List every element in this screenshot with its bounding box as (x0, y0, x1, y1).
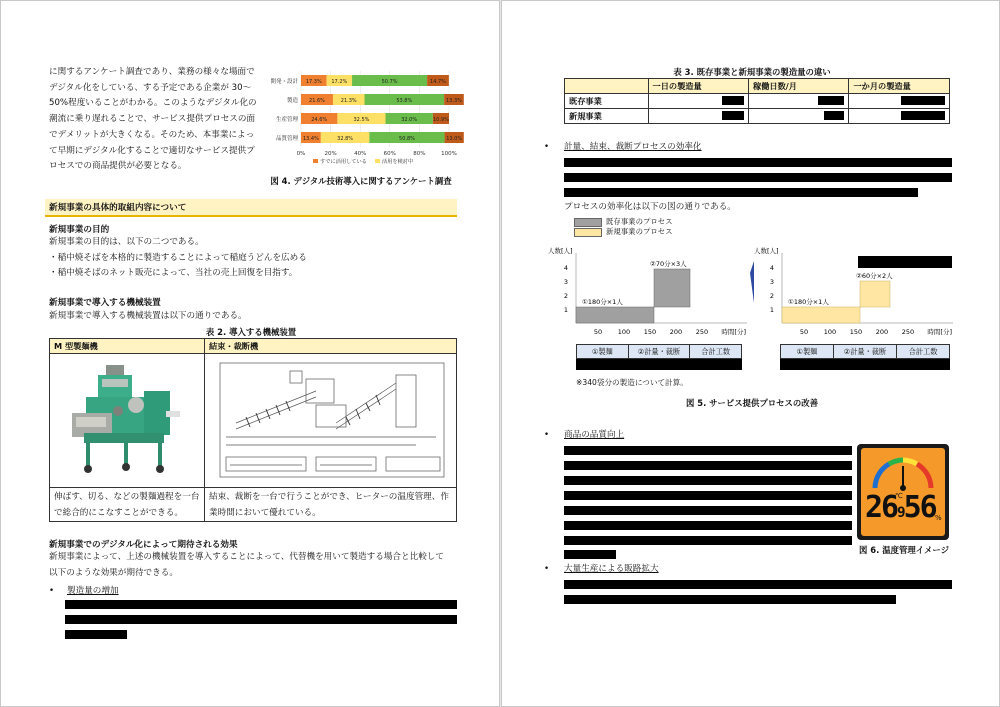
data-label: 50.8% (399, 136, 415, 142)
effects-paragraph (49, 550, 444, 581)
redaction-bar (564, 446, 852, 455)
process-label: ①180分×1人 (788, 298, 829, 306)
desc-line: 伸ばす、切る、などの製麺過程を一台 (54, 492, 200, 502)
data-label: 13.4% (302, 136, 319, 142)
bullet-production-increase: 製造量の増加 (67, 586, 119, 596)
noodle-machine-photo (64, 361, 190, 477)
table-header-row (565, 79, 950, 94)
redaction-bar (65, 615, 457, 624)
legend-swatch (574, 218, 602, 227)
process-table-header (780, 344, 950, 359)
legend-existing (574, 217, 673, 227)
data-label: 13.3% (446, 98, 462, 104)
row-label: 新規事業 (565, 109, 649, 124)
process-label: ①180分×1人 (582, 298, 623, 306)
redaction-bar (818, 96, 844, 105)
data-label: 21.6% (309, 98, 325, 104)
redaction-bar (564, 536, 852, 545)
legend-new (574, 227, 673, 237)
redaction-bar (576, 359, 742, 370)
process-label: ②70分×3人 (650, 260, 687, 268)
y-tick: 2 (769, 292, 774, 300)
header-cell: 稼働日数/月 (749, 79, 849, 94)
y-tick: 1 (769, 306, 774, 314)
y-tick: 4 (769, 264, 774, 272)
table3-caption: 表 3. 既存事業と新規事業の製造量の違い (673, 67, 831, 77)
y-tick: 2 (563, 292, 568, 300)
x-tick-label: 20% (324, 151, 337, 157)
data-label: 17.2% (331, 79, 348, 85)
temperature-value: 26 (865, 490, 898, 525)
redaction-bar (722, 111, 744, 120)
machine-heading: 新規事業で導入する機械装置 (49, 298, 161, 308)
category-label: 製造 (286, 98, 298, 104)
bullet-mass-production: 大量生産による販路拡大 (564, 564, 659, 574)
intro-paragraph (49, 65, 261, 175)
x-tick: 150 (643, 328, 657, 336)
new-process-table (780, 344, 950, 370)
purpose-intro: 新規事業の目的は、以下の二つである。 (49, 237, 204, 247)
survey-chart (263, 65, 463, 169)
legend-label: すでに活用している (320, 159, 367, 165)
data-label: 13.0% (446, 136, 463, 142)
table-divider (50, 487, 456, 488)
data-label: 32.5% (353, 117, 370, 123)
bundling-machine-drawing (216, 361, 448, 479)
bullet-dot: • (544, 430, 550, 440)
redaction-bar (65, 630, 127, 639)
machine-desc-2 (209, 489, 449, 521)
purpose-heading: 新規事業の目的 (49, 225, 110, 235)
fig4-caption: 図 4. デジタル技術導入に関するアンケート調査 (270, 176, 452, 186)
data-label: 32.8% (337, 136, 354, 142)
desc-line: 業時間において優れている。 (209, 508, 321, 518)
y-tick: 3 (769, 278, 774, 286)
right-page (501, 0, 1000, 707)
thermometer-screen (861, 448, 945, 536)
redaction-bar (858, 256, 952, 268)
intro-line: 50%程度いることがわかる。このようなデジタル化の (49, 98, 257, 109)
redaction-bar (564, 550, 616, 559)
process-cell: 合計工数 (908, 347, 938, 356)
header-cell (565, 79, 649, 94)
header-cell: 一か月の製造量 (849, 79, 950, 94)
table-row (565, 94, 950, 109)
x-tick: 150 (849, 328, 863, 336)
data-label: 10.9% (432, 117, 449, 123)
y-axis-label: 人数[人] (754, 247, 779, 255)
data-label: 21.3% (340, 98, 357, 104)
intro-line: 潮流に乗り遅れることで、サービス提供プロセスの面 (49, 114, 256, 125)
humidity-value: 56 (903, 490, 936, 525)
redaction-bar (564, 158, 952, 167)
redaction-bar (722, 96, 744, 105)
data-label: 50.7% (381, 79, 398, 85)
x-tick-label: 60% (383, 151, 396, 157)
redaction-bar (901, 96, 945, 105)
redaction-bar (564, 595, 896, 604)
cell (849, 94, 950, 109)
thermometer-image (857, 444, 949, 540)
redaction-bar (564, 476, 852, 485)
fig6-caption: 図 6. 温度管理イメージ (859, 545, 949, 555)
arrow-icon (750, 261, 754, 303)
bullet-efficiency: 計量、結束、裁断プロセスの効率化 (564, 142, 702, 152)
redaction-bar (564, 173, 952, 182)
x-axis-label: 時間[分] (721, 328, 746, 336)
bullet-quality: 商品の品質向上 (564, 430, 625, 440)
calc-note: ※340袋分の製造について計算。 (576, 378, 688, 387)
production-table (564, 78, 950, 124)
temperature-decimal: 9 (897, 505, 904, 521)
x-tick: 100 (617, 328, 631, 336)
process-legend (574, 217, 673, 237)
purpose-item: ・稲中焼そばのネット販売によって、当社の売上回復を目指す。 (49, 268, 298, 279)
category-label: 開発・設計 (270, 79, 298, 85)
process-cell: ②計量・裁断 (629, 345, 691, 358)
redaction-bar (780, 359, 950, 370)
data-label: 24.6% (311, 117, 328, 123)
effects-heading: 新規事業でのデジタル化によって期待される効果 (49, 540, 238, 550)
data-label: 32.0% (401, 117, 418, 123)
x-tick: 50 (799, 328, 809, 336)
existing-process-chart (542, 243, 752, 339)
effects-line: 新規事業によって、上述の機械装置を導入することによって、代替機を用いて製造する場合と比較して (49, 552, 444, 562)
intro-line: でデメリットが大きくなる。そのため、本事業によっ (49, 129, 255, 140)
process-cell: ①製麺 (577, 345, 629, 358)
cell (749, 94, 849, 109)
fig5-caption: 図 5. サービス提供プロセスの改善 (685, 398, 819, 408)
x-tick: 200 (875, 328, 889, 336)
table-row (565, 109, 950, 124)
x-tick-label: 80% (413, 151, 426, 157)
process-label: ②60分×2人 (856, 272, 893, 280)
data-label: 17.3% (305, 79, 322, 85)
redaction-bar (564, 491, 852, 500)
legend-label: 活用を検討中 (382, 159, 414, 165)
existing-process-table (576, 344, 742, 370)
new-process-chart (748, 243, 958, 339)
y-axis-label: 人数[人] (548, 247, 573, 255)
x-tick: 50 (593, 328, 603, 336)
efficiency-note: プロセスの効率化は以下の図の通りである。 (564, 202, 736, 212)
table2-caption: 表 2. 導入する機械装置 (205, 327, 297, 337)
intro-line: ロセスでの商品提供が必要となる。 (49, 161, 187, 172)
redaction-bar (564, 580, 952, 589)
redaction-bar (65, 600, 457, 609)
x-tick-label: 100% (441, 151, 457, 157)
redaction-bar (564, 461, 852, 470)
redaction-bar (564, 188, 918, 197)
machine-header-1: M 型製麺機 (54, 341, 98, 351)
process-block-new-2 (860, 281, 890, 307)
desc-line: 結束、裁断を一台で行うことができ、ヒーターの温度管理、作 (209, 492, 449, 502)
category-label: 品質管理 (275, 136, 298, 142)
cell (749, 109, 849, 124)
machine-desc-1 (54, 489, 199, 521)
redaction-bar (901, 111, 945, 120)
intro-line: に関するアンケート調査であり、業務の様々な場面で (49, 67, 255, 77)
machine-table (49, 338, 457, 522)
x-tick: 250 (695, 328, 709, 336)
effects-line: 以下のような効果が期待できる。 (49, 567, 178, 578)
desc-line: で総合的にこなすことができる。 (54, 508, 183, 518)
process-block-new-1 (782, 307, 860, 323)
legend-swatch (313, 159, 318, 163)
data-label: 53.8% (396, 98, 413, 104)
table-divider (204, 339, 205, 521)
redaction-bar (824, 111, 844, 120)
x-tick: 100 (823, 328, 837, 336)
process-cell: ①製麺 (781, 345, 834, 358)
process-cell: 合計工数 (701, 347, 731, 356)
legend-swatch (375, 159, 380, 163)
bullet-dot: • (544, 564, 550, 574)
process-cell: ②計量・裁断 (834, 345, 897, 358)
intro-line: デジタル化をしている、する予定である企業が 30～ (49, 82, 252, 93)
row-label: 既存事業 (565, 94, 649, 109)
process-table-header (576, 344, 742, 359)
redaction-bar (564, 521, 852, 530)
x-tick: 250 (901, 328, 915, 336)
humidity-unit: % (935, 514, 942, 522)
y-tick: 3 (563, 278, 568, 286)
purpose-block (49, 235, 307, 282)
intro-line: て早期にデジタル化することで適切なサービス提供プ (49, 145, 255, 156)
data-label: 14.7% (430, 79, 446, 85)
comfort-gauge-icon (869, 452, 937, 492)
cell (648, 109, 748, 124)
machine-header-2: 結束・裁断機 (209, 341, 259, 351)
celsius-unit: ℃ (895, 492, 903, 500)
x-axis-label: 時間[分] (927, 328, 952, 336)
machine-intro: 新規事業で導入する機械装置は以下の通りである。 (49, 311, 247, 321)
y-tick: 1 (563, 306, 568, 314)
cell (648, 94, 748, 109)
bullet-dot: • (544, 142, 550, 152)
cell (849, 109, 950, 124)
purpose-item: ・稲中焼そばを本格的に製造することによって稲庭うどんを広める (49, 252, 307, 263)
x-tick-label: 0% (296, 151, 306, 157)
redaction-bar (564, 506, 852, 515)
x-tick-label: 40% (354, 151, 367, 157)
y-tick: 4 (563, 264, 568, 272)
legend-label: 既存事業のプロセス (606, 217, 673, 226)
legend-label: 新規事業のプロセス (606, 227, 673, 236)
category-label: 生産管理 (275, 117, 298, 123)
process-block-existing-2 (654, 269, 690, 307)
x-tick: 200 (669, 328, 683, 336)
legend-swatch (574, 228, 602, 237)
process-block-existing-1 (576, 307, 654, 323)
header-cell: 一日の製造量 (648, 79, 748, 94)
bullet-dot: • (49, 586, 55, 596)
section-title: 新規事業の具体的取組内容について (45, 199, 457, 217)
